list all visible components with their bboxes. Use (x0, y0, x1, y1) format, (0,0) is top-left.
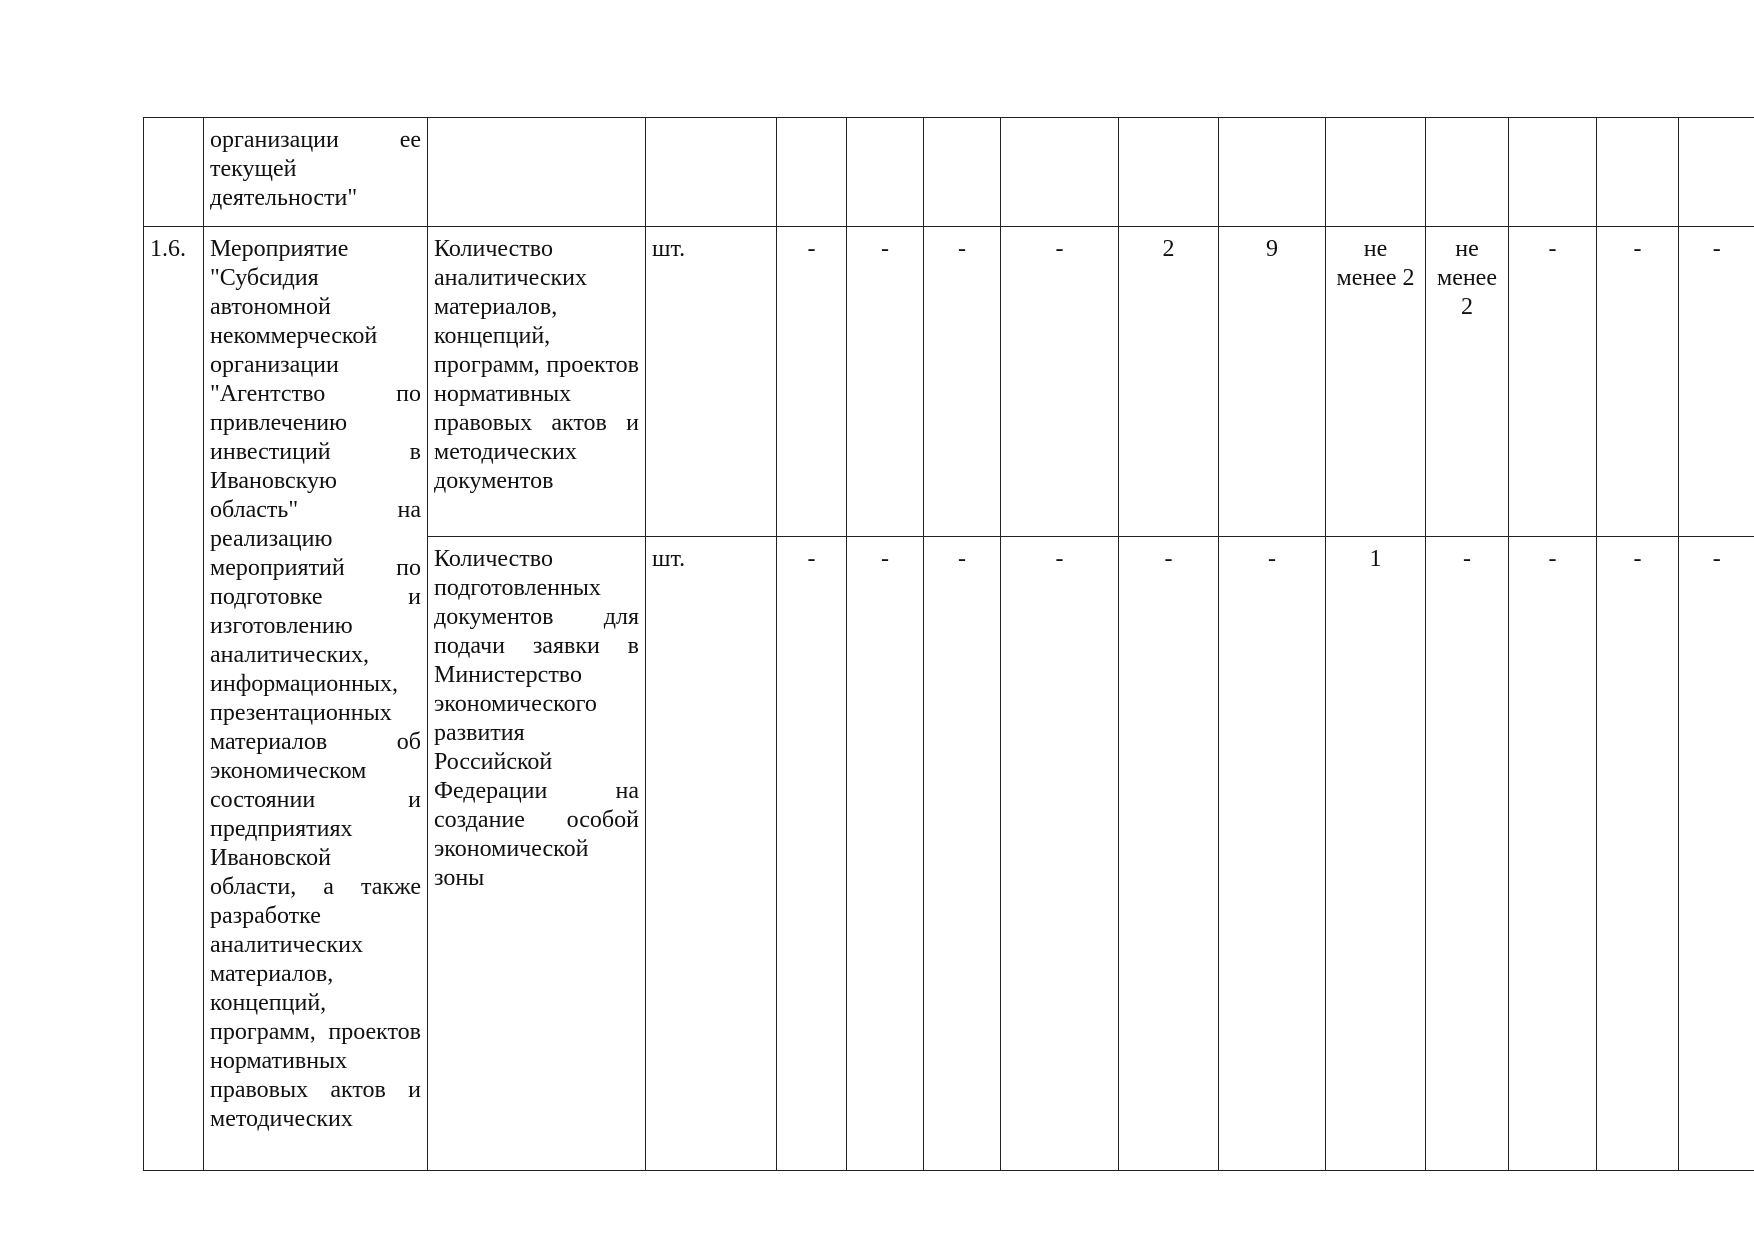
value-cell (1679, 118, 1754, 227)
table-row-1-6-a (144, 227, 1754, 537)
value-cell (1326, 118, 1426, 227)
value-cell (1597, 118, 1679, 227)
value-cell: - (1509, 537, 1597, 1171)
value-cell: - (847, 537, 924, 1171)
value-cell: 9 (1219, 227, 1326, 537)
value-cell (1509, 118, 1597, 227)
value-cell: не менее 2 (1426, 227, 1509, 537)
value-cell (777, 118, 847, 227)
value-cell: - (777, 227, 847, 537)
value-cell: - (924, 227, 1001, 537)
value-cell: не менее 2 (1326, 227, 1426, 537)
value-cell: - (924, 537, 1001, 1171)
value-cell (847, 118, 924, 227)
value-cell (1219, 118, 1326, 227)
value-cell: - (1509, 227, 1597, 537)
event-name-cell: организации ее текущей деятельности" (204, 118, 428, 227)
value-cell (1001, 118, 1119, 227)
value-cell: 2 (1119, 227, 1219, 537)
value-cell: - (1597, 227, 1679, 537)
unit-cell: шт. (646, 227, 777, 537)
value-cell (924, 118, 1001, 227)
event-name-cell: Мероприятие "Субсидия автономной некоммерческой организации "Агентство по привлечению инвестиций в Ивановскую область" на реализацию мероприятий по подготовке и изготовлению аналитических, информационных, презентационных материалов об экономическом состоянии и предприятиях Ивановской области, а также разработке аналитических материалов, концепций, программ, проектов нормативных правовых актов и методических (204, 227, 428, 1171)
value-cell: - (1597, 537, 1679, 1171)
row-number-cell: 1.6. (144, 227, 204, 1171)
value-cell: - (777, 537, 847, 1171)
value-cell: - (1679, 537, 1754, 1171)
value-cell: - (1219, 537, 1326, 1171)
value-cell: - (847, 227, 924, 537)
indicator-name-cell: Количество аналитических материалов, концепций, программ, проектов нормативных правовых актов и методических документов (428, 227, 646, 537)
indicators-table (143, 117, 1754, 1171)
value-cell: - (1426, 537, 1509, 1171)
value-cell (1119, 118, 1219, 227)
row-number-cell (144, 118, 204, 227)
value-cell: - (1119, 537, 1219, 1171)
indicator-name-cell: Количество подготовленных документов для подачи заявки в Министерство экономического развития Российской Федерации на создание особой экономической зоны (428, 537, 646, 1171)
value-cell: - (1001, 227, 1119, 537)
unit-cell: шт. (646, 537, 777, 1171)
indicator-name-cell (428, 118, 646, 227)
value-cell: - (1679, 227, 1754, 537)
unit-cell (646, 118, 777, 227)
value-cell (1426, 118, 1509, 227)
value-cell: 1 (1326, 537, 1426, 1171)
value-cell: - (1001, 537, 1119, 1171)
table-row-continued (144, 118, 1754, 227)
